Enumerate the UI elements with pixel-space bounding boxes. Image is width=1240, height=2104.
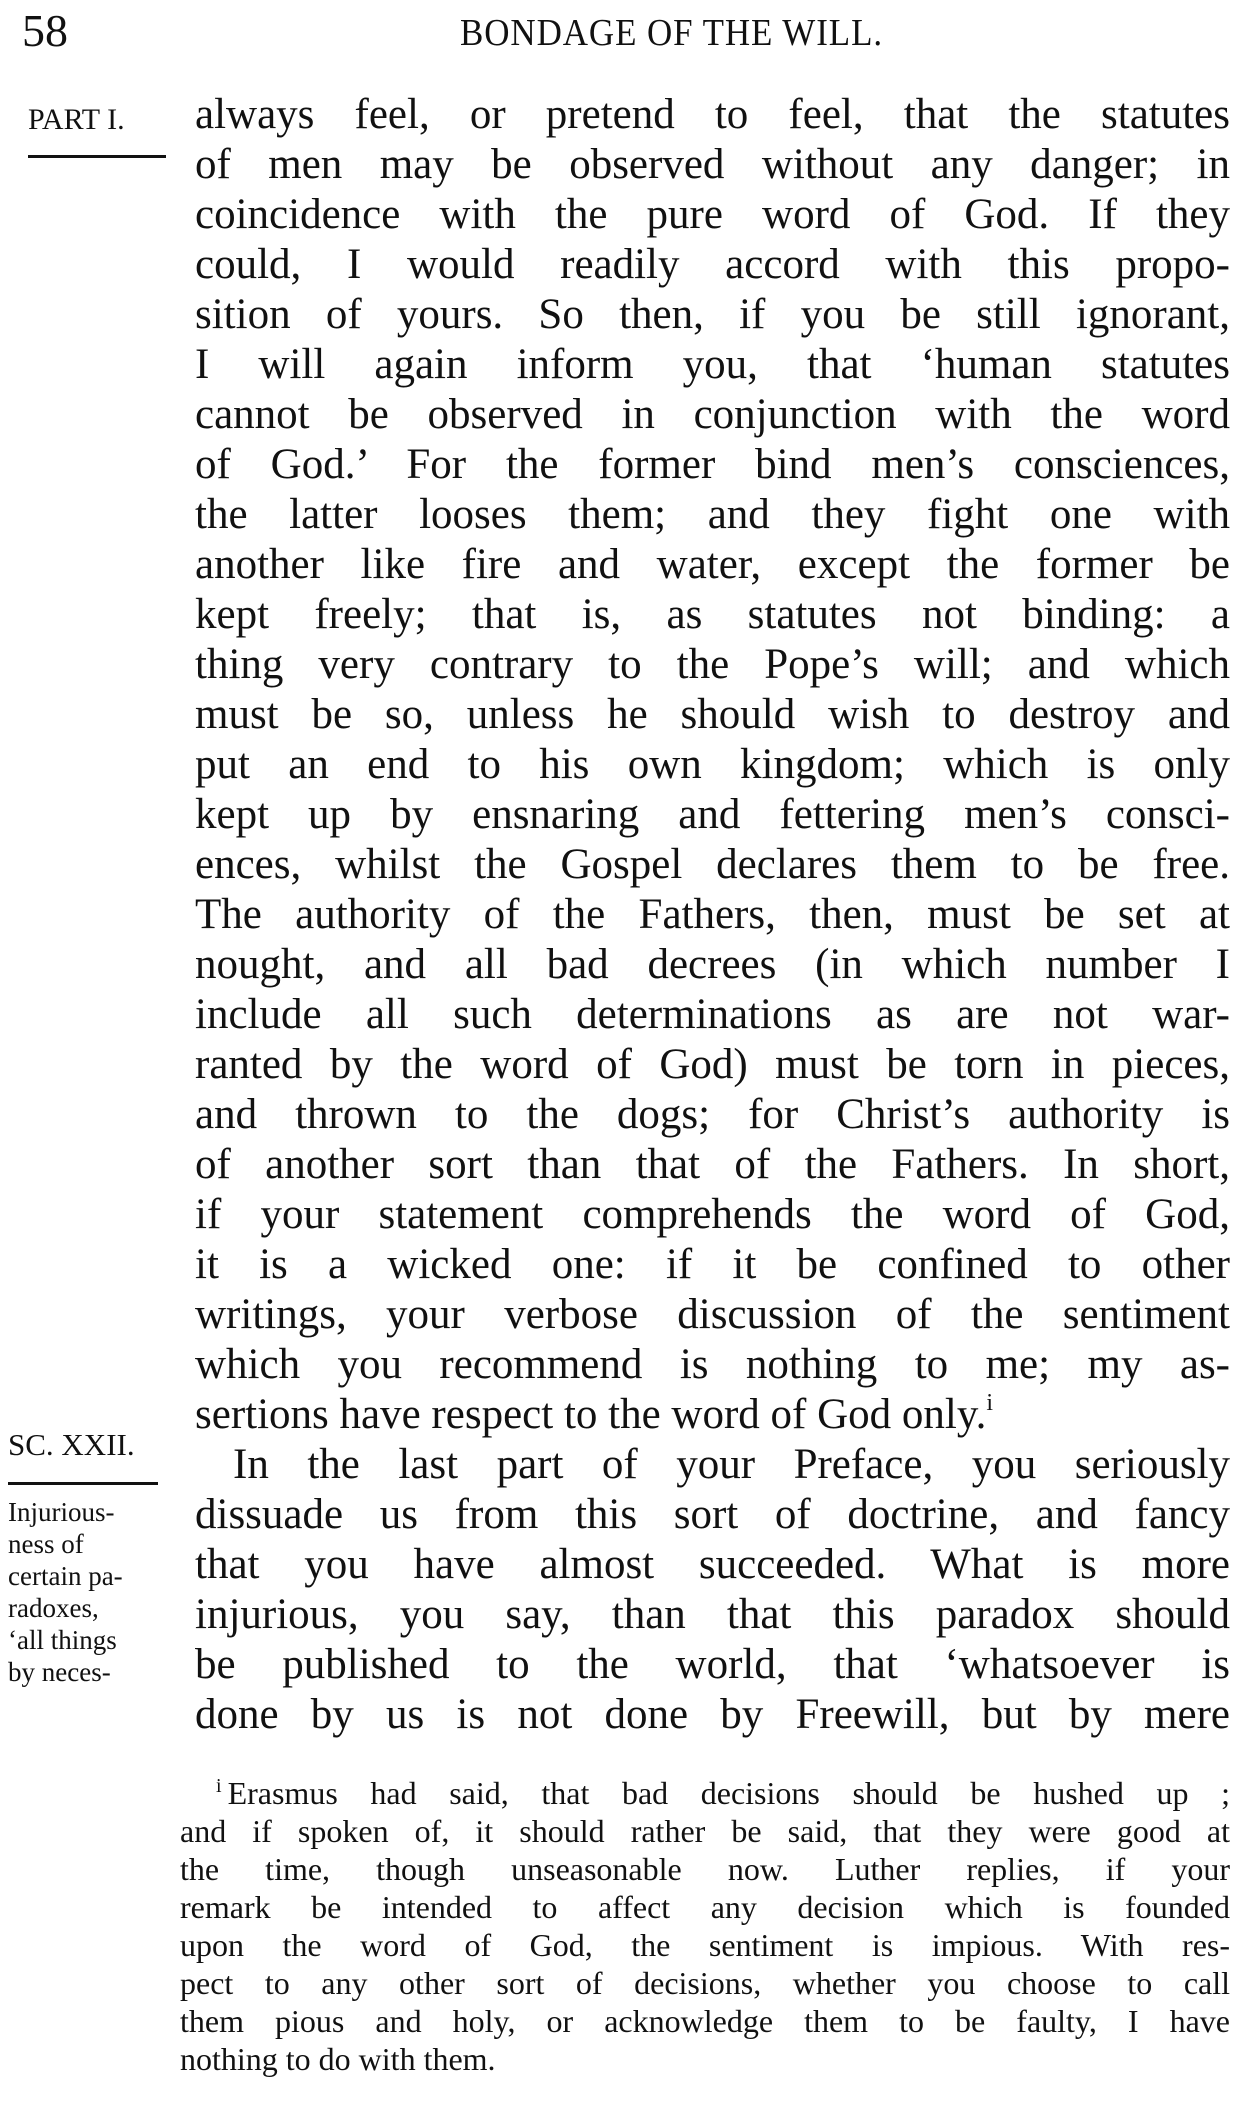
body-line: I will again inform you, that ‘human statutes [195, 341, 1230, 388]
body-line: must be so, unless he should wish to destroy and [195, 691, 1230, 738]
body-line: kept freely; that is, as statutes not binding: a [195, 591, 1230, 638]
footnote-reference-marker[interactable]: i [986, 1390, 993, 1416]
body-line: kept up by ensnaring and fettering men’s consci- [195, 791, 1230, 838]
footnote-line: the time, though unseasonable now. Luther replies, if your [180, 1851, 1230, 1887]
margin-note-line: radoxes, [8, 1593, 99, 1623]
running-title: BONDAGE OF THE WILL. [460, 12, 884, 54]
body-line: if your statement comprehends the word of God, [195, 1191, 1230, 1238]
page-header [0, 2, 1240, 62]
body-line-text: sertions have respect to the word of God only. [195, 1391, 987, 1438]
margin-note-line: by neces- [8, 1657, 111, 1687]
main-body-text [195, 90, 1230, 1740]
footnote-marker: i [216, 1775, 222, 1797]
margin-rule-divider [28, 155, 166, 158]
page-number: 58 [22, 5, 68, 56]
body-line: of another sort than that of the Fathers. In short, [195, 1141, 1230, 1188]
margin-note-line: ness of [8, 1529, 84, 1559]
body-line: include all such determinations as are not war- [195, 991, 1230, 1038]
body-line: always feel, or pretend to feel, that the statutes [195, 91, 1230, 138]
body-line: another like fire and water, except the former be [195, 541, 1230, 588]
body-line: writings, your verbose discussion of the sentiment [195, 1291, 1230, 1338]
body-line: ences, whilst the Gospel declares them to be free. [195, 841, 1230, 888]
footnote-line: them pious and holy, or acknowledge them to be faulty, I have [180, 2003, 1230, 2039]
body-line: done by us is not done by Freewill, but by mere [195, 1691, 1230, 1738]
body-line: the latter looses them; and they fight one with [195, 491, 1230, 538]
body-line: be published to the world, that ‘whatsoever is [195, 1641, 1230, 1688]
body-line: ranted by the word of God) must be torn in pieces, [195, 1041, 1230, 1088]
footnote-line: and if spoken of, it should rather be said, that they were good at [180, 1813, 1230, 1849]
body-line-paragraph-start: In the last part of your Preface, you seriously [233, 1441, 1230, 1488]
body-line: could, I would readily accord with this propo- [195, 241, 1230, 288]
body-line: coincidence with the pure word of God. If they [195, 191, 1230, 238]
footnote-line: upon the word of God, the sentiment is impious. With res- [180, 1927, 1230, 1963]
margin-note-line: certain pa- [8, 1561, 123, 1591]
margin-section-label: SC. XXII. [8, 1427, 135, 1462]
footnote [180, 1774, 1230, 2078]
body-line: put an end to his own kingdom; which is only [195, 741, 1230, 788]
margin-section-note [8, 1496, 168, 1688]
body-line: dissuade us from this sort of doctrine, and fancy [195, 1491, 1230, 1538]
body-line: sition of yours. So then, if you be still ignorant, [195, 291, 1230, 338]
body-line: that you have almost succeeded. What is more [195, 1541, 1230, 1588]
body-line: of God.’ For the former bind men’s consciences, [195, 441, 1230, 488]
body-line: and thrown to the dogs; for Christ’s authority is [195, 1091, 1230, 1138]
body-line: of men may be observed without any danger; in [195, 141, 1230, 188]
margin-rule-divider [8, 1482, 158, 1485]
footnote-line [180, 1774, 1230, 1812]
margin-note-line: ‘all things [8, 1625, 117, 1655]
body-line: which you recommend is nothing to me; my as- [195, 1341, 1230, 1388]
body-line: cannot be observed in conjunction with the word [195, 391, 1230, 438]
footnote-line: remark be intended to affect any decision which is founded [180, 1889, 1230, 1925]
footnote-line: pect to any other sort of decisions, whether you choose to call [180, 1965, 1230, 2001]
footnote-line: nothing to do with them. [180, 2041, 496, 2077]
body-line-with-footnote-ref [195, 1390, 1230, 1440]
margin-part-label: PART I. [28, 103, 125, 136]
body-line: The authority of the Fathers, then, must be set at [195, 891, 1230, 938]
margin-note-line: Injurious- [8, 1497, 115, 1527]
body-line: nought, and all bad decrees (in which number I [195, 941, 1230, 988]
body-line: thing very contrary to the Pope’s will; and which [195, 641, 1230, 688]
footnote-line-text: Erasmus had said, that bad decisions should be hushed up ; [227, 1775, 1230, 1811]
body-line: injurious, you say, than that this paradox should [195, 1591, 1230, 1638]
body-line: it is a wicked one: if it be confined to other [195, 1241, 1230, 1288]
